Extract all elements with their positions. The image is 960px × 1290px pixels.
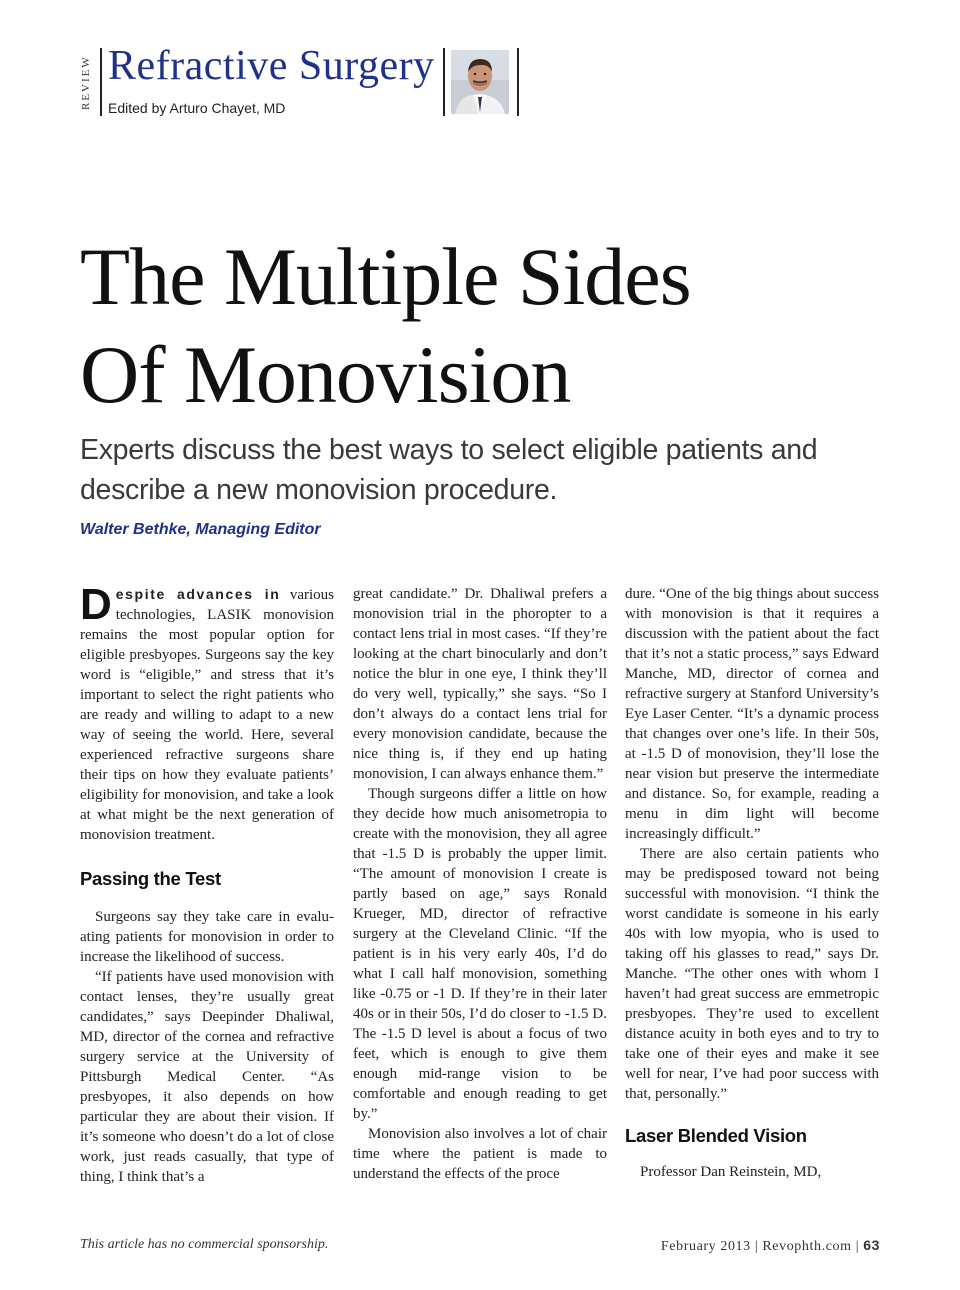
- section-title: Refractive Surgery: [108, 43, 435, 89]
- issue-info: February 2013 | Revophth.com |: [660, 1239, 860, 1254]
- body-paragraph: Surgeons say they take care in evaluating patients for monovision in order to increase the likelihood of success.: [80, 909, 334, 965]
- body-paragraph: dure. “One of the big things about success with monovision is that it requires a discussion with the patient about the fact that it’s not a static process,” says Edward Manche, MD, director of cornea and refractive surgery at Stanford University’s Eye Laser Center. “It’s a dynamic process that changes over one’s life. In their 50s, at -1.5 D of monovision, they’ll lose the near vision but preserve the intermediate and distance. So, for example, reading a menu in dim light will become increasingly difficult.”: [625, 586, 879, 842]
- page-number: 63: [863, 1237, 880, 1253]
- lead-in: espite advances in: [115, 586, 281, 602]
- article-column-2: [353, 584, 607, 1184]
- article-column-3: [625, 584, 879, 1182]
- drop-cap: D: [80, 580, 112, 629]
- body-paragraph: [80, 580, 334, 845]
- body-paragraph: Professor Dan Reinstein, MD,: [640, 1164, 822, 1180]
- article-deck: Experts discuss the best ways to select eligible patients and describe a new monovision procedure.: [80, 434, 818, 506]
- subhead-passing-the-test: Passing the Test: [80, 868, 221, 889]
- sponsorship-note: This article has no commercial sponsorship.: [80, 1237, 329, 1252]
- body-paragraph: There are also certain patients who may be predisposed toward not being successful with monovision. “I think the worst candidate is someone in his early 40s with low myopia, who is used to taking off his glasses to read,” says Dr. Manche. “The other ones with whom I haven’t had great success are emmetropic presbyopes. They’re used to excellent distance acuity in both eyes and to try to take one of their eyes and make it see well for near, I’ve had poor success with that, personally.”: [625, 846, 879, 1102]
- header-divider: [443, 48, 445, 116]
- article-title-line: Of Monovision: [80, 329, 571, 420]
- editor-photo: [451, 50, 509, 114]
- page-footer: [661, 1237, 880, 1255]
- article-column-1: [80, 580, 334, 1187]
- paragraph-text: various technologies, LASIK monovision remains the most popular option for eligible presbyopes. Surgeons say the key word is “eligible,” and stress that it’s important to select the right patients who are ready and willing to adapt to a new way of seeing the world. Here, several experienced refractive surgeons share their tips on how they evaluate patients’ eligibility for monovision, and take a look at what might be the next generation of monovision treatment.: [80, 587, 334, 843]
- body-paragraph: “If patients have used monovision with contact lenses, they’re usually great candidates,” says Deepinder Dhaliwal, MD, director of the cornea and refractive surgery service at the University of Pittsburgh Medical Center. “As presbyopes, it also depends on how particular they are about their vision. If it’s someone who doesn’t do a lot of close work, just reads casually, that type of thing, I think that’s a: [80, 969, 334, 1185]
- body-paragraph: great candidate.” Dr. Dhaliwal prefers a monovision trial in the phoropter to a contact lens trial in most cases. “If they’re looking at the chart binocularly and don’t notice the blur in one eye, I think they’ll do very well, typically,” she says. “So I don’t always do a contact lens trial for every monovision candidate, because the nice thing is, if they end up hating monovision, I can always enhance them.”: [353, 586, 607, 782]
- subhead-laser-blended-vision: Laser Blended Vision: [625, 1125, 807, 1146]
- article-byline: Walter Bethke, Managing Editor: [80, 521, 321, 538]
- header-divider: [517, 48, 519, 116]
- review-tag: REVIEW: [80, 55, 92, 111]
- article-title-line: The Multiple Sides: [80, 231, 691, 322]
- article-title: [80, 228, 880, 424]
- section-editor: Edited by Arturo Chayet, MD: [108, 100, 286, 116]
- body-paragraph: Though surgeons differ a little on how they decide how much anisometropia to create with the monovision, they all agree that -1.5 D is probably the upper limit. “The amount of monovision I create is partly based on age,” says Ronald Krueger, MD, director of refractive surgery at the Cleveland Clinic. “If the patient is in his very early 40s, I’d do what I call half monovision, something like -0.75 or -1 D. If they’re in their later 40s or in their 50s, I’d do closer to -1.5 D. The -1.5 D level is about a focus of two feet, which is enough to give them enough mid-range vision to be comfortable and enough reading to get by.”: [353, 786, 607, 1122]
- header-divider: [100, 48, 102, 116]
- body-paragraph: Monovision also involves a lot of chair time where the patient is made to understand the effects of the proce: [353, 1126, 607, 1182]
